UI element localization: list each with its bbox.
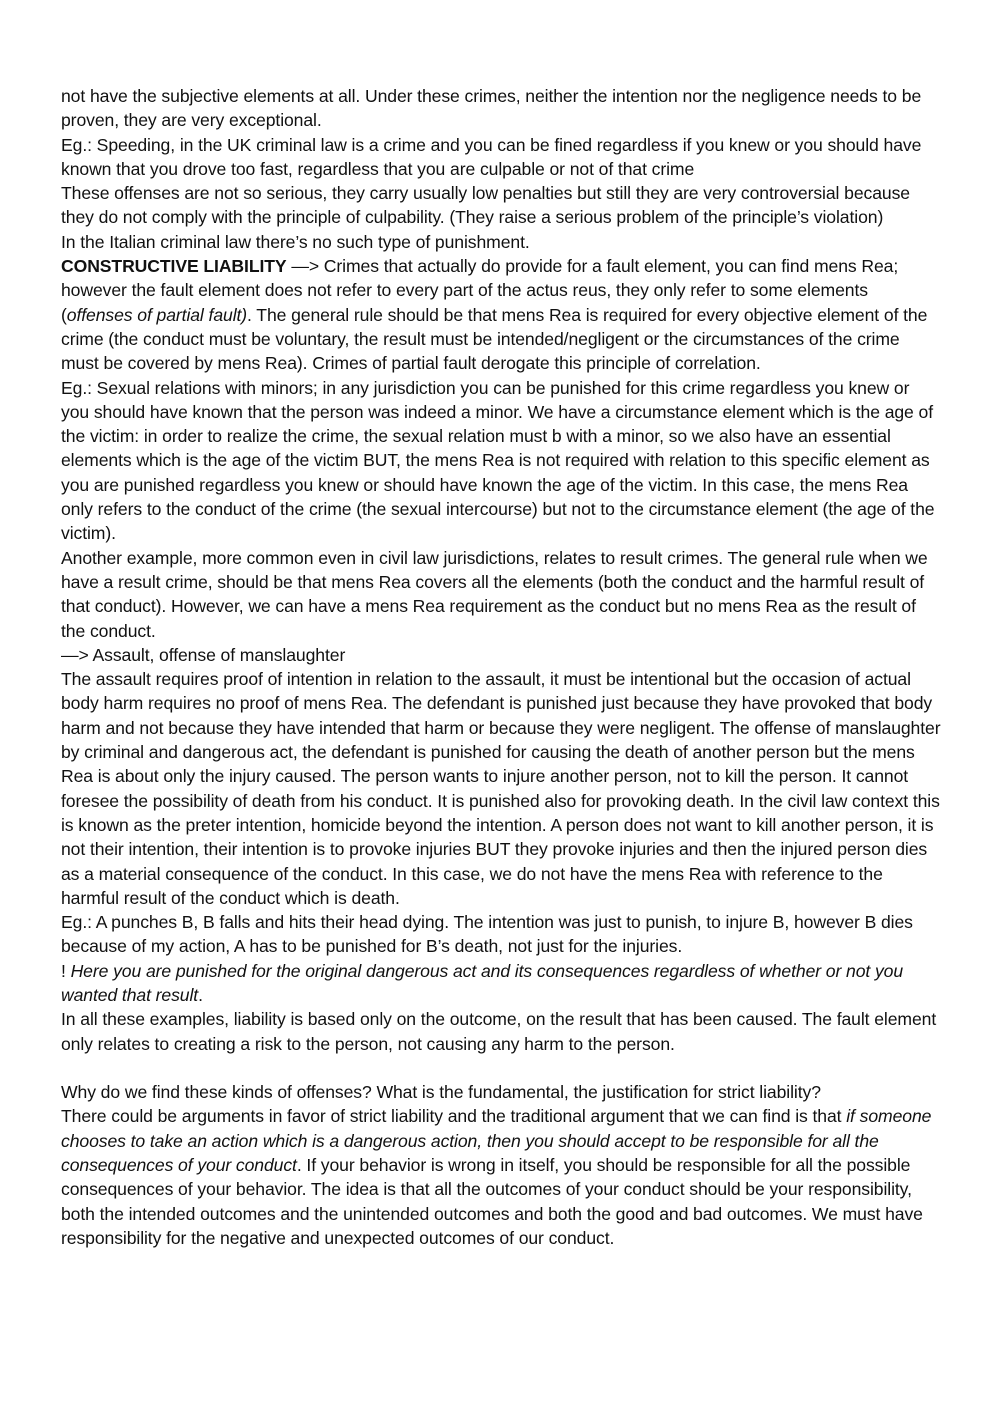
text-run: These offenses are not so serious, they carry usually low penalties but still they are very controversial because they do not comply with the principle of culpability. (They raise a serious problem of the principle’s violation) (61, 183, 910, 228)
italic-text: Here you are punished for the original dangerous act and its consequences regardless of whether or not you wanted that result (61, 960, 904, 1005)
paragraph (61, 910, 941, 959)
document-page (61, 84, 941, 1250)
italic-text: offenses of partial fault) (66, 304, 248, 325)
text-run: Another example, more common even in civil law jurisdictions, relates to result crimes. The general rule when we have a result crime, should be that mens Rea covers all the elements (both the conduct and the harmful result of that conduct). However, we can have a mens Rea requirement as the conduct but no mens Rea as the result of the conduct. (61, 547, 928, 641)
text-run: . The general rule should be that mens Rea is required for every objective element of the crime (the conduct must be voluntary, the result must be intended/negligent or the circumstances of the crime must be covered by mens Rea). Crimes of partial fault derogate this principle of correlation. (61, 304, 928, 374)
text-run: —> Crimes that actually do provide for a fault element, you can find mens Rea; however the fault element does not refer to every part of the actus reus, they only refer to some elements ( (61, 256, 899, 325)
paragraph (61, 546, 941, 643)
text-run: In all these examples, liability is based only on the outcome, on the result that has been caused. The fault element only relates to creating a risk to the person, not causing any harm to the person. (61, 1009, 937, 1054)
paragraph (61, 230, 941, 254)
paragraph (61, 84, 941, 133)
text-run: In the Italian criminal law there’s no such type of punishment. (61, 231, 530, 252)
paragraph (61, 667, 941, 910)
paragraph (61, 643, 941, 667)
paragraph (61, 254, 941, 375)
text-run: —> Assault, offense of manslaughter (61, 644, 346, 665)
text-run: not have the subjective elements at all. Under these crimes, neither the intention nor the negligence needs to be proven, they are very exceptional. (61, 86, 922, 131)
paragraph (61, 181, 941, 230)
paragraph (61, 1104, 941, 1250)
text-run: ! (61, 960, 71, 981)
paragraph (61, 376, 941, 546)
text-run: There could be arguments in favor of strict liability and the traditional argument that we can find is that (61, 1106, 847, 1127)
text-run: . If your behavior is wrong in itself, you should be responsible for all the possible consequences of your behavior. The idea is that all the outcomes of your conduct should be your responsibility, both the intended outcomes and the unintended outcomes and both the good and bad outcomes. We must have responsibility for the negative and unexpected outcomes of our conduct. (61, 1155, 923, 1248)
paragraph (61, 1007, 941, 1056)
paragraph (61, 959, 941, 1008)
paragraph (61, 133, 941, 182)
text-run: Eg.: Speeding, in the UK criminal law is a crime and you can be fined regardless if you knew or you should have known that you drove too fast, regardless that you are culpable or not of that crime (61, 134, 922, 179)
italic-text: if someone chooses to take an action which is a dangerous action, then you should accept to be responsible for all the consequences of your conduct (61, 1106, 932, 1176)
text-run: The assault requires proof of intention in relation to the assault, it must be intentional but the occasion of actual body harm requires no proof of mens Rea. The defendant is punished just because they have provoked that body harm and not because they have intended that harm or because they were negligent. The offense of manslaughter by criminal and dangerous act, the defendant is punished for causing the death of another person but the mens Rea is about only the injury caused. The person wants to injure another person, not to kill the person. It cannot foresee the possibility of death from his conduct. It is punished also for provoking death. In the civil law context this is known as the preter intention, homicide beyond the intention. A person does not want to kill another person, it is not their intention, their intention is to provoke injuries BUT they provoke injuries and then the injured person dies as a material consequence of the conduct. In this case, we do not have the mens Rea with reference to the harmful result of the conduct which is death. (61, 669, 941, 908)
text-run: Eg.: A punches B, B falls and hits their head dying. The intention was just to punish, to injure B, however B dies because of my action, A has to be punished for B’s death, not just for the injuries. (61, 912, 913, 957)
text-run: Why do we find these kinds of offenses? What is the fundamental, the justification for strict liability? (61, 1082, 821, 1103)
paragraph (61, 1080, 941, 1104)
bold-text: CONSTRUCTIVE LIABILITY (61, 256, 287, 277)
text-run: . (198, 984, 203, 1005)
text-run: Eg.: Sexual relations with minors; in any jurisdiction you can be punished for this crime regardless you knew or you should have known that the person was indeed a minor. We have a circumstance element which is the age of the victim: in order to realize the crime, the sexual relation must b with a minor, so we also have an essential elements which is the age of the victim BUT, the mens Rea is not required with relation to this specific element as you are punished regardless you knew or should have known the age of the victim. In this case, the mens Rea only refers to the conduct of the crime (the sexual intercourse) but not to the circumstance element (the age of the victim). (61, 377, 935, 544)
